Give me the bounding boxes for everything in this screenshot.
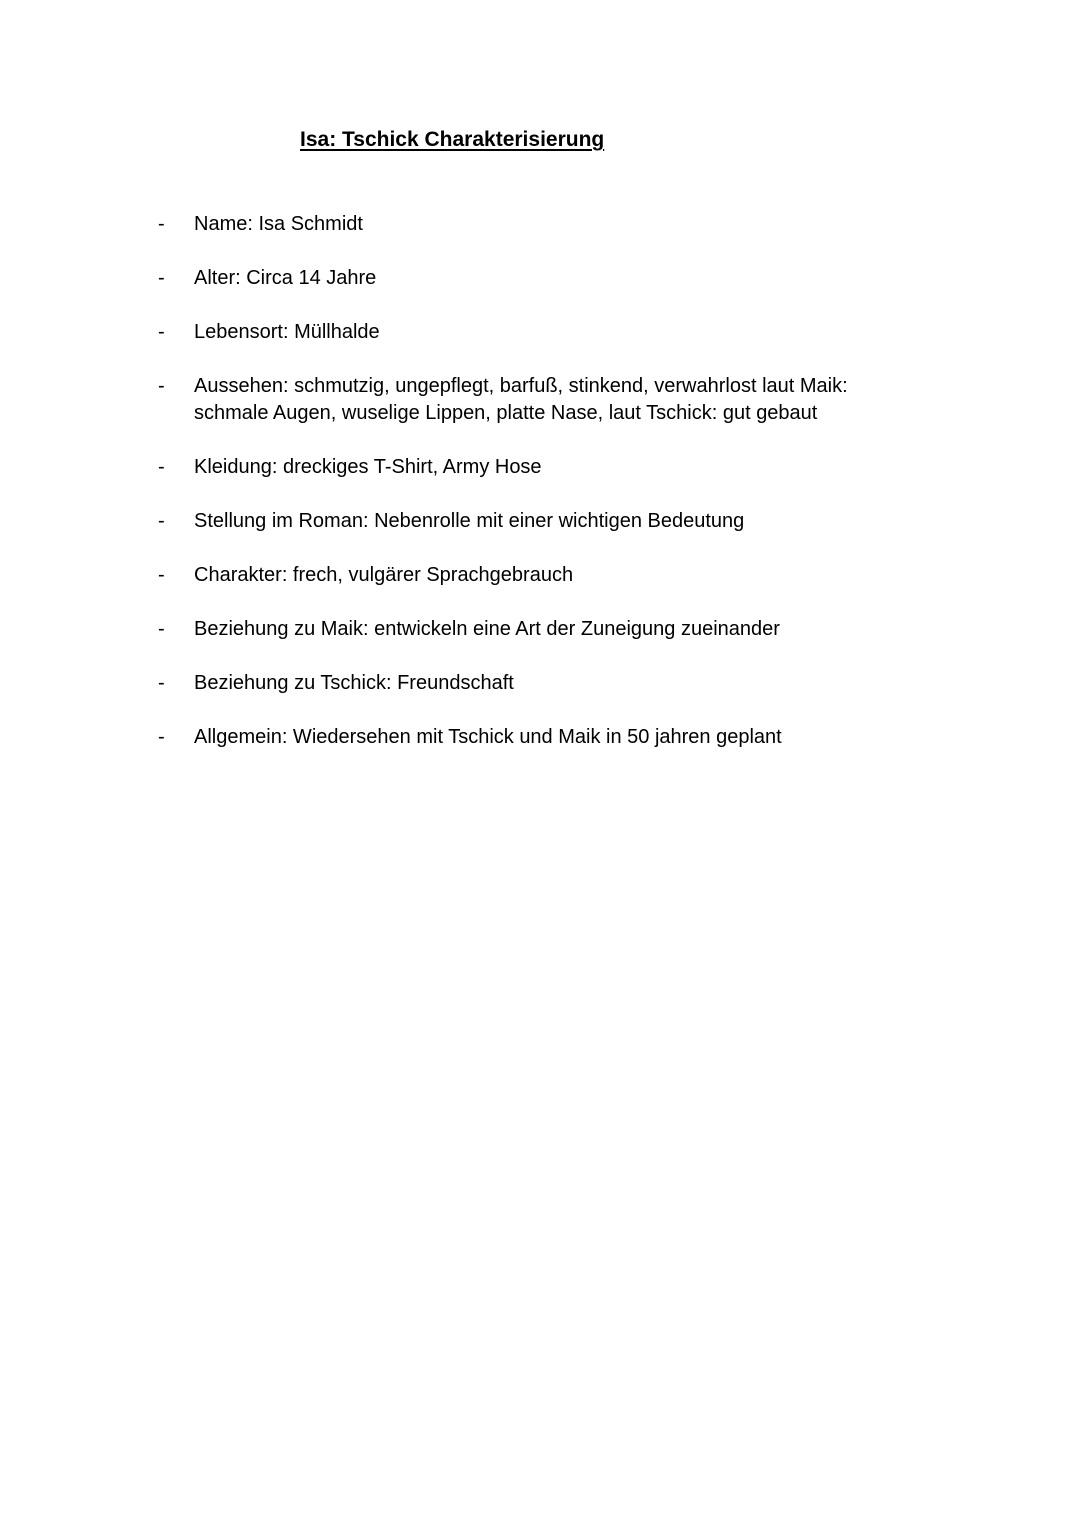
list-item-text: Kleidung: dreckiges T-Shirt, Army Hose bbox=[194, 456, 542, 478]
list-item-text: Allgemein: Wiedersehen mit Tschick und Maik in 50 jahren geplant bbox=[194, 726, 782, 748]
list-item-text: Lebensort: Müllhalde bbox=[194, 321, 380, 343]
bullet-dash: - bbox=[158, 726, 165, 748]
bullet-dash: - bbox=[158, 672, 165, 694]
bullet-dash: - bbox=[158, 510, 165, 532]
list-item-text: Charakter: frech, vulgärer Sprachgebrauch bbox=[194, 564, 574, 586]
bullet-dash: - bbox=[158, 267, 165, 289]
bullet-dash: - bbox=[158, 618, 165, 640]
bullet-dash: - bbox=[158, 321, 165, 343]
bullet-dash: - bbox=[158, 213, 165, 235]
list-item-text: Beziehung zu Maik: entwickeln eine Art der Zuneigung zueinander bbox=[194, 618, 780, 640]
list-item-text: Name: Isa Schmidt bbox=[194, 213, 363, 235]
list-item-text: Alter: Circa 14 Jahre bbox=[194, 267, 377, 289]
list-item-text: Beziehung zu Tschick: Freundschaft bbox=[194, 672, 514, 694]
list-item-text: Aussehen: schmutzig, ungepflegt, barfuß, stinkend, verwahrlost laut Maik: schmale Augen, wuselige Lippen, platte Nase, laut Tschick: gut gebaut bbox=[194, 375, 848, 424]
list-item-text: Stellung im Roman: Nebenrolle mit einer wichtigen Bedeutung bbox=[194, 510, 745, 532]
document-title: Isa: Tschick Charakterisierung bbox=[300, 128, 605, 151]
bullet-dash: - bbox=[158, 375, 165, 397]
bullet-dash: - bbox=[158, 456, 165, 478]
bullet-dash: - bbox=[158, 564, 165, 586]
